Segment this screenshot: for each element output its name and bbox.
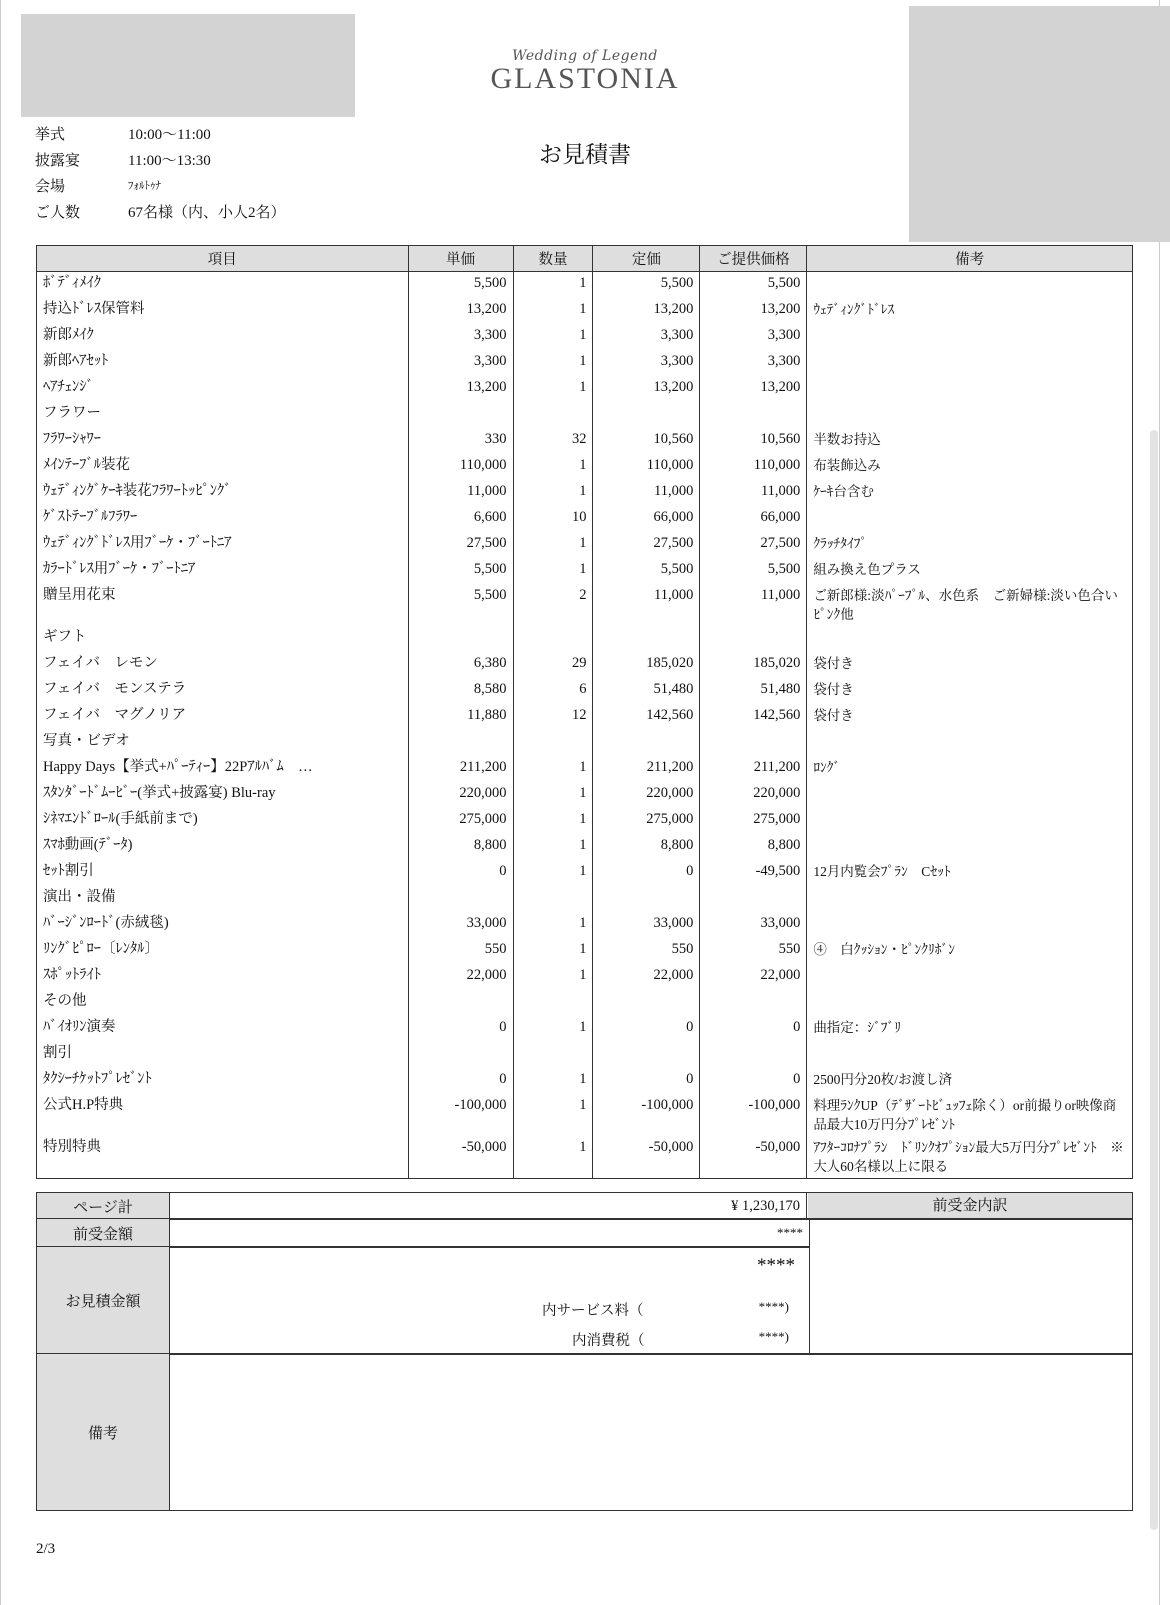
item-name: 新郎ﾍｱｾｯﾄ bbox=[37, 350, 409, 376]
empty-cell bbox=[408, 730, 513, 756]
unit-price: 550 bbox=[408, 938, 513, 964]
unit-price: 3,300 bbox=[408, 324, 513, 350]
table-row bbox=[37, 912, 1133, 938]
remarks-label: 備考 bbox=[37, 1354, 170, 1510]
info-label: 挙式 bbox=[35, 126, 66, 143]
quantity: 1 bbox=[513, 834, 593, 860]
item-name: フェイバ マグノリア bbox=[37, 704, 409, 730]
list-price: 33,000 bbox=[593, 912, 700, 938]
offer-price: 142,560 bbox=[700, 704, 807, 730]
item-note: 料理ﾗﾝｸUP（ﾃﾞｻﾞｰﾄﾋﾞｭｯﾌｪ除く）or前撮りor映像商品最大10万円分ﾌﾟﾚｾﾞﾝﾄ bbox=[807, 1094, 1133, 1136]
info-value: 10:00～11:00 bbox=[128, 126, 211, 143]
estimate-table bbox=[36, 245, 1133, 1179]
table-row bbox=[37, 652, 1133, 678]
item-note bbox=[807, 808, 1133, 834]
category-row bbox=[37, 626, 1133, 652]
table-row bbox=[37, 584, 1133, 626]
page-total-row bbox=[36, 1192, 1133, 1220]
table-row bbox=[37, 532, 1133, 558]
offer-price: 0 bbox=[700, 1068, 807, 1094]
item-note bbox=[807, 834, 1133, 860]
list-price: 22,000 bbox=[593, 964, 700, 990]
item-name: ﾀｸｼｰﾁｹｯﾄﾌﾟﾚｾﾞﾝﾄ bbox=[37, 1068, 409, 1094]
list-price: 0 bbox=[593, 860, 700, 886]
item-name: ﾌﾗﾜｰｼｬﾜｰ bbox=[37, 428, 409, 454]
list-price: 13,200 bbox=[593, 376, 700, 402]
item-name: ﾘﾝｸﾞﾋﾟﾛｰ〔ﾚﾝﾀﾙ〕 bbox=[37, 938, 409, 964]
offer-price: -100,000 bbox=[700, 1094, 807, 1136]
empty-cell bbox=[807, 730, 1133, 756]
redacted-area-left bbox=[21, 14, 355, 117]
list-price: 5,500 bbox=[593, 558, 700, 584]
item-note: ご新郎様:淡ﾊﾟｰﾌﾟﾙ、水色系 ご新婦様:淡い色合いﾋﾟﾝｸ他 bbox=[807, 584, 1133, 626]
list-price: 110,000 bbox=[593, 454, 700, 480]
table-row bbox=[37, 480, 1133, 506]
quantity: 1 bbox=[513, 860, 593, 886]
item-name: ｼﾈﾏｴﾝﾄﾞﾛｰﾙ(手紙前まで) bbox=[37, 808, 409, 834]
table-row bbox=[37, 782, 1133, 808]
quantity: 32 bbox=[513, 428, 593, 454]
table-row bbox=[37, 834, 1133, 860]
list-price: 220,000 bbox=[593, 782, 700, 808]
list-price: 3,300 bbox=[593, 350, 700, 376]
empty-cell bbox=[593, 990, 700, 1016]
table-row bbox=[37, 298, 1133, 324]
item-note: ｸﾗｯﾁﾀｲﾌﾟ bbox=[807, 532, 1133, 558]
item-note: ④ 白ｸｯｼｮﾝ・ﾋﾟﾝｸﾘﾎﾞﾝ bbox=[807, 938, 1133, 964]
empty-cell bbox=[408, 1042, 513, 1068]
list-price: 3,300 bbox=[593, 324, 700, 350]
deposit-value: **** bbox=[777, 1225, 803, 1240]
unit-price: 275,000 bbox=[408, 808, 513, 834]
unit-price: 3,300 bbox=[408, 350, 513, 376]
empty-cell bbox=[700, 1042, 807, 1068]
item-name: ｽﾀﾝﾀﾞｰﾄﾞﾑｰﾋﾞｰ(挙式+披露宴) Blu-ray bbox=[37, 782, 409, 808]
deposit-row bbox=[36, 1218, 810, 1248]
service-fee-value: ****) bbox=[758, 1299, 789, 1314]
item-name: ｾｯﾄ割引 bbox=[37, 860, 409, 886]
offer-price: 33,000 bbox=[700, 912, 807, 938]
offer-price: -50,000 bbox=[700, 1136, 807, 1179]
category-row bbox=[37, 730, 1133, 756]
offer-price: 220,000 bbox=[700, 782, 807, 808]
offer-price: 110,000 bbox=[700, 454, 807, 480]
empty-cell bbox=[807, 626, 1133, 652]
category-name: フラワー bbox=[37, 402, 409, 428]
empty-cell bbox=[807, 402, 1133, 428]
quantity: 1 bbox=[513, 532, 593, 558]
empty-cell bbox=[513, 990, 593, 1016]
table-row bbox=[37, 272, 1133, 299]
info-value: 11:00～13:30 bbox=[128, 152, 211, 169]
estimate-label: お見積金額 bbox=[37, 1247, 170, 1354]
empty-cell bbox=[593, 730, 700, 756]
item-name: ﾊﾞｰｼﾞﾝﾛｰﾄﾞ(赤絨毯) bbox=[37, 912, 409, 938]
item-note: ﾛﾝｸﾞ bbox=[807, 756, 1133, 782]
item-note bbox=[807, 350, 1133, 376]
quantity: 1 bbox=[513, 964, 593, 990]
event-info bbox=[35, 120, 286, 224]
unit-price: 8,800 bbox=[408, 834, 513, 860]
unit-price: 0 bbox=[408, 1016, 513, 1042]
quantity: 1 bbox=[513, 808, 593, 834]
empty-cell bbox=[807, 886, 1133, 912]
item-name: フェイバ モンステラ bbox=[37, 678, 409, 704]
redacted-area-right bbox=[909, 6, 1170, 242]
quantity: 6 bbox=[513, 678, 593, 704]
table-row bbox=[37, 964, 1133, 990]
header-unit-price: 単価 bbox=[408, 246, 513, 272]
unit-price: 6,600 bbox=[408, 506, 513, 532]
item-note: 曲指定：ｼﾞﾌﾞﾘ bbox=[807, 1016, 1133, 1042]
quantity: 29 bbox=[513, 652, 593, 678]
empty-cell bbox=[408, 402, 513, 428]
table-row bbox=[37, 1068, 1133, 1094]
quantity: 1 bbox=[513, 1068, 593, 1094]
header-offer-price: ご提供価格 bbox=[700, 246, 807, 272]
item-name: ｳｪﾃﾞｨﾝｸﾞｹｰｷ装花ﾌﾗﾜｰﾄｯﾋﾟﾝｸﾞ bbox=[37, 480, 409, 506]
item-name: 公式H.P特典 bbox=[37, 1094, 409, 1136]
unit-price: 5,500 bbox=[408, 272, 513, 299]
category-row bbox=[37, 402, 1133, 428]
item-note: ｹｰｷ台含む bbox=[807, 480, 1133, 506]
empty-cell bbox=[593, 626, 700, 652]
list-price: -100,000 bbox=[593, 1094, 700, 1136]
list-price: 66,000 bbox=[593, 506, 700, 532]
unit-price: 11,000 bbox=[408, 480, 513, 506]
tax-label: 内消費税（ bbox=[572, 1333, 645, 1349]
info-label: 会場 bbox=[35, 178, 66, 195]
offer-price: 11,000 bbox=[700, 584, 807, 626]
item-note: 布装飾込み bbox=[807, 454, 1133, 480]
offer-price: 10,560 bbox=[700, 428, 807, 454]
item-name: 特別特典 bbox=[37, 1136, 409, 1179]
unit-price: 5,500 bbox=[408, 584, 513, 626]
empty-cell bbox=[408, 990, 513, 1016]
list-price: 10,560 bbox=[593, 428, 700, 454]
unit-price: -100,000 bbox=[408, 1094, 513, 1136]
table-row bbox=[37, 376, 1133, 402]
info-value: 67名様（内、小人2名） bbox=[128, 204, 286, 221]
category-row bbox=[37, 1042, 1133, 1068]
empty-cell bbox=[593, 1042, 700, 1068]
estimate-value: **** bbox=[757, 1255, 795, 1276]
table-row bbox=[37, 324, 1133, 350]
item-note: ｳｪﾃﾞｨﾝｸﾞﾄﾞﾚｽ bbox=[807, 298, 1133, 324]
category-name: その他 bbox=[37, 990, 409, 1016]
quantity: 1 bbox=[513, 756, 593, 782]
offer-price: 13,200 bbox=[700, 376, 807, 402]
list-price: 27,500 bbox=[593, 532, 700, 558]
table-header bbox=[37, 246, 1133, 272]
deposit-breakdown-label: 前受金内訳 bbox=[808, 1193, 1132, 1219]
empty-cell bbox=[700, 730, 807, 756]
header-quantity: 数量 bbox=[513, 246, 593, 272]
item-note: 組み換え色プラス bbox=[807, 558, 1133, 584]
unit-price: 13,200 bbox=[408, 376, 513, 402]
info-row bbox=[35, 172, 286, 198]
unit-price: 8,580 bbox=[408, 678, 513, 704]
quantity: 1 bbox=[513, 1094, 593, 1136]
item-name: 持込ﾄﾞﾚｽ保管料 bbox=[37, 298, 409, 324]
list-price: 5,500 bbox=[593, 272, 700, 299]
page-total-value: ¥ 1,230,170 bbox=[170, 1193, 807, 1219]
quantity: 1 bbox=[513, 782, 593, 808]
table-row bbox=[37, 428, 1133, 454]
unit-price: 5,500 bbox=[408, 558, 513, 584]
table-row bbox=[37, 808, 1133, 834]
table-row bbox=[37, 860, 1133, 886]
category-name: 割引 bbox=[37, 1042, 409, 1068]
empty-cell bbox=[700, 626, 807, 652]
item-name: ﾒｲﾝﾃｰﾌﾞﾙ装花 bbox=[37, 454, 409, 480]
offer-price: 8,800 bbox=[700, 834, 807, 860]
category-row bbox=[37, 990, 1133, 1016]
page-title: お見積書 bbox=[539, 142, 631, 167]
item-note: 2500円分20枚/お渡し済 bbox=[807, 1068, 1133, 1094]
unit-price: 6,380 bbox=[408, 652, 513, 678]
item-note bbox=[807, 912, 1133, 938]
brand-logo bbox=[470, 48, 700, 96]
item-name: ｹﾞｽﾄﾃｰﾌﾞﾙﾌﾗﾜｰ bbox=[37, 506, 409, 532]
unit-price: 13,200 bbox=[408, 298, 513, 324]
brand-name: GLASTONIA bbox=[490, 62, 680, 95]
item-name: ﾍｱﾁｪﾝｼﾞ bbox=[37, 376, 409, 402]
unit-price: 33,000 bbox=[408, 912, 513, 938]
estimate-row bbox=[36, 1246, 810, 1355]
offer-price: 5,500 bbox=[700, 272, 807, 299]
deposit-breakdown-box bbox=[808, 1218, 1133, 1355]
page-total-label: ページ計 bbox=[37, 1193, 170, 1219]
list-price: 11,000 bbox=[593, 480, 700, 506]
header-item: 項目 bbox=[37, 246, 409, 272]
quantity: 1 bbox=[513, 938, 593, 964]
item-note bbox=[807, 324, 1133, 350]
table-row bbox=[37, 1016, 1133, 1042]
item-note: 袋付き bbox=[807, 704, 1133, 730]
info-row bbox=[35, 198, 286, 224]
item-note bbox=[807, 964, 1133, 990]
service-fee-label: 内サービス料（ bbox=[542, 1303, 644, 1319]
empty-cell bbox=[513, 730, 593, 756]
item-name: 贈呈用花束 bbox=[37, 584, 409, 626]
table-row bbox=[37, 454, 1133, 480]
offer-price: 211,200 bbox=[700, 756, 807, 782]
empty-cell bbox=[513, 886, 593, 912]
table-row bbox=[37, 678, 1133, 704]
unit-price: 110,000 bbox=[408, 454, 513, 480]
offer-price: 51,480 bbox=[700, 678, 807, 704]
empty-cell bbox=[700, 886, 807, 912]
list-price: 550 bbox=[593, 938, 700, 964]
tax-value: ****) bbox=[758, 1329, 789, 1344]
info-row bbox=[35, 120, 286, 146]
unit-price: 211,200 bbox=[408, 756, 513, 782]
empty-cell bbox=[408, 626, 513, 652]
empty-cell bbox=[513, 626, 593, 652]
list-price: 13,200 bbox=[593, 298, 700, 324]
empty-cell bbox=[593, 402, 700, 428]
item-name: ｶﾗｰﾄﾞﾚｽ用ﾌﾞｰｹ・ﾌﾞｰﾄﾆｱ bbox=[37, 558, 409, 584]
unit-price: 22,000 bbox=[408, 964, 513, 990]
quantity: 1 bbox=[513, 912, 593, 938]
item-note bbox=[807, 272, 1133, 299]
item-note: ｱﾌﾀｰｺﾛﾅﾌﾟﾗﾝ ﾄﾞﾘﾝｸｵﾌﾟｼｮﾝ最大5万円分ﾌﾟﾚｾﾞﾝﾄ ※大人60名様以上に限る bbox=[807, 1136, 1133, 1179]
table-row bbox=[37, 350, 1133, 376]
list-price: 0 bbox=[593, 1016, 700, 1042]
unit-price: 0 bbox=[408, 1068, 513, 1094]
header-notes: 備考 bbox=[807, 246, 1133, 272]
remarks-row bbox=[36, 1353, 1133, 1511]
item-note: 12月内覧会ﾌﾟﾗﾝ Cｾｯﾄ bbox=[807, 860, 1133, 886]
item-name: フェイバ レモン bbox=[37, 652, 409, 678]
offer-price: 185,020 bbox=[700, 652, 807, 678]
quantity: 1 bbox=[513, 350, 593, 376]
list-price: 51,480 bbox=[593, 678, 700, 704]
empty-cell bbox=[408, 886, 513, 912]
item-note bbox=[807, 782, 1133, 808]
item-name: Happy Days【挙式+ﾊﾟｰﾃｨｰ】22Pｱﾙﾊﾞﾑ … bbox=[37, 756, 409, 782]
quantity: 1 bbox=[513, 324, 593, 350]
table-row bbox=[37, 558, 1133, 584]
item-name: ﾊﾞｲｵﾘﾝ演奏 bbox=[37, 1016, 409, 1042]
info-label: 披露宴 bbox=[35, 152, 81, 169]
offer-price: 3,300 bbox=[700, 350, 807, 376]
offer-price: 11,000 bbox=[700, 480, 807, 506]
list-price: 211,200 bbox=[593, 756, 700, 782]
empty-cell bbox=[513, 1042, 593, 1068]
table-body bbox=[37, 272, 1133, 1179]
category-name: 演出・設備 bbox=[37, 886, 409, 912]
item-note: 半数お持込 bbox=[807, 428, 1133, 454]
list-price: 142,560 bbox=[593, 704, 700, 730]
offer-price: 22,000 bbox=[700, 964, 807, 990]
unit-price: 11,880 bbox=[408, 704, 513, 730]
offer-price: 275,000 bbox=[700, 808, 807, 834]
item-note: 袋付き bbox=[807, 678, 1133, 704]
table-row bbox=[37, 756, 1133, 782]
list-price: 275,000 bbox=[593, 808, 700, 834]
quantity: 1 bbox=[513, 558, 593, 584]
item-name: ｽﾎﾟｯﾄﾗｲﾄ bbox=[37, 964, 409, 990]
offer-price: 550 bbox=[700, 938, 807, 964]
table-row bbox=[37, 704, 1133, 730]
category-name: ギフト bbox=[37, 626, 409, 652]
deposit-label: 前受金額 bbox=[37, 1219, 170, 1247]
quantity: 1 bbox=[513, 272, 593, 299]
scrollbar[interactable] bbox=[1150, 430, 1158, 1530]
offer-price: -49,500 bbox=[700, 860, 807, 886]
header-list-price: 定価 bbox=[593, 246, 700, 272]
list-price: 8,800 bbox=[593, 834, 700, 860]
offer-price: 3,300 bbox=[700, 324, 807, 350]
list-price: 185,020 bbox=[593, 652, 700, 678]
table-row bbox=[37, 1136, 1133, 1179]
category-row bbox=[37, 886, 1133, 912]
offer-price: 5,500 bbox=[700, 558, 807, 584]
info-row bbox=[35, 146, 286, 172]
category-name: 写真・ビデオ bbox=[37, 730, 409, 756]
quantity: 10 bbox=[513, 506, 593, 532]
item-note: 袋付き bbox=[807, 652, 1133, 678]
unit-price: 220,000 bbox=[408, 782, 513, 808]
quantity: 1 bbox=[513, 454, 593, 480]
page-number: 2/3 bbox=[36, 1541, 56, 1557]
offer-price: 27,500 bbox=[700, 532, 807, 558]
item-name: 新郎ﾒｲｸ bbox=[37, 324, 409, 350]
brand-tagline: Wedding of Legend bbox=[512, 48, 658, 64]
empty-cell bbox=[700, 990, 807, 1016]
list-price: 0 bbox=[593, 1068, 700, 1094]
table-row bbox=[37, 1094, 1133, 1136]
offer-price: 66,000 bbox=[700, 506, 807, 532]
unit-price: 330 bbox=[408, 428, 513, 454]
quantity: 2 bbox=[513, 584, 593, 626]
unit-price: -50,000 bbox=[408, 1136, 513, 1179]
offer-price: 0 bbox=[700, 1016, 807, 1042]
quantity: 1 bbox=[513, 480, 593, 506]
item-name: ﾎﾞﾃﾞｨﾒｲｸ bbox=[37, 272, 409, 299]
empty-cell bbox=[513, 402, 593, 428]
table-row bbox=[37, 938, 1133, 964]
quantity: 1 bbox=[513, 376, 593, 402]
quantity: 1 bbox=[513, 1136, 593, 1179]
table-row bbox=[37, 506, 1133, 532]
quantity: 12 bbox=[513, 704, 593, 730]
empty-cell bbox=[593, 886, 700, 912]
info-value: ﾌｫﾙﾄｩﾅ bbox=[128, 180, 161, 192]
info-label: ご人数 bbox=[35, 204, 81, 221]
empty-cell bbox=[807, 1042, 1133, 1068]
quantity: 1 bbox=[513, 1016, 593, 1042]
unit-price: 0 bbox=[408, 860, 513, 886]
empty-cell bbox=[807, 990, 1133, 1016]
item-note bbox=[807, 506, 1133, 532]
list-price: 11,000 bbox=[593, 584, 700, 626]
list-price: -50,000 bbox=[593, 1136, 700, 1179]
item-note bbox=[807, 376, 1133, 402]
offer-price: 13,200 bbox=[700, 298, 807, 324]
unit-price: 27,500 bbox=[408, 532, 513, 558]
item-name: ｳｪﾃﾞｨﾝｸﾞﾄﾞﾚｽ用ﾌﾞｰｹ・ﾌﾞｰﾄﾆｱ bbox=[37, 532, 409, 558]
empty-cell bbox=[700, 402, 807, 428]
item-name: ｽﾏﾎ動画(ﾃﾞｰﾀ) bbox=[37, 834, 409, 860]
quantity: 1 bbox=[513, 298, 593, 324]
